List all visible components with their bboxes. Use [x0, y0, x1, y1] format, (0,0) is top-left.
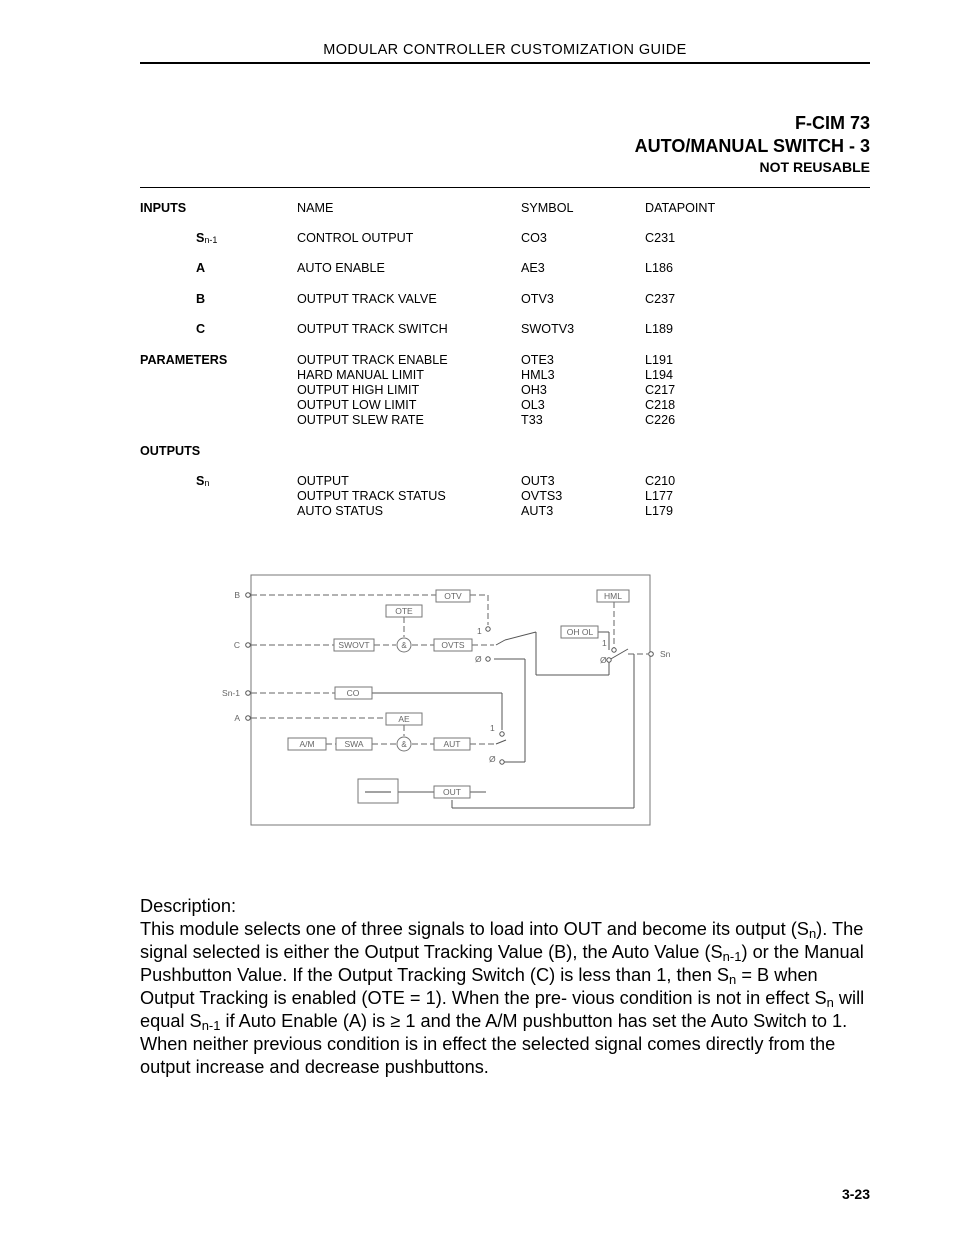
parameter-datapoint: C217	[645, 383, 676, 397]
ote-label: OTE	[395, 606, 413, 616]
page-number: 3-23	[841, 1186, 870, 1202]
output-symbol-code: AUT3	[521, 504, 554, 518]
input-symbol-code: OTV3	[521, 292, 554, 306]
outputs-heading: OUTPUTS	[140, 444, 201, 458]
swa-label: SWA	[344, 739, 364, 749]
swovt-label: SWOVT	[338, 640, 370, 650]
parameter-datapoint: C226	[645, 413, 676, 427]
parameter-symbol: T33	[521, 413, 543, 427]
module-id: F-CIM 73	[794, 113, 870, 133]
input-name: CONTROL OUTPUT	[297, 231, 414, 245]
module-reuse-note: NOT REUSABLE	[759, 159, 870, 175]
description	[140, 895, 870, 1079]
input-name: OUTPUT TRACK SWITCH	[297, 322, 448, 336]
parameter-name: OUTPUT TRACK ENABLE	[297, 353, 448, 367]
and-gate-track-label: &	[401, 641, 407, 650]
parameters-heading: PARAMETERS	[140, 353, 228, 367]
header-rule	[140, 62, 870, 64]
input-name: OUTPUT TRACK VALVE	[297, 292, 437, 306]
input-a-label: A	[234, 713, 240, 723]
output-symbol: $S_n$	[196, 474, 210, 488]
parameter-datapoint: L191	[645, 353, 674, 367]
switch-auto-zero: Ø	[489, 754, 496, 764]
input-symbol: C	[196, 322, 206, 336]
output-sn-terminal	[649, 652, 654, 657]
ohol-label: OH OL	[566, 627, 594, 637]
input-symbol-code: AE3	[521, 261, 545, 275]
aut-label: AUT	[443, 739, 461, 749]
input-a-terminal	[246, 716, 251, 721]
output-datapoint: L179	[645, 504, 674, 518]
output-symbol-code: OUT3	[521, 474, 555, 488]
and-gate-auto-label: &	[401, 740, 407, 749]
input-c-terminal	[246, 643, 251, 648]
switch-track-zero: Ø	[475, 654, 482, 664]
output-sn-label: Sn	[660, 649, 671, 659]
output-datapoint: L177	[645, 489, 674, 503]
co-label: CO	[346, 688, 360, 698]
switch-track-one: 1	[477, 626, 482, 636]
input-datapoint: C237	[645, 292, 676, 306]
out-label: OUT	[443, 787, 461, 797]
am-label: A/M	[299, 739, 315, 749]
input-symbol: A	[196, 261, 206, 275]
switch-limit-zero: Ø	[600, 655, 607, 665]
input-symbol-code: SWOTV3	[521, 322, 575, 336]
input-symbol-code: CO3	[521, 231, 547, 245]
parameter-name: OUTPUT SLEW RATE	[297, 413, 424, 427]
ae-label: AE	[398, 714, 410, 724]
datapoint-column-header: DATAPOINT	[645, 201, 716, 215]
input-datapoint: L186	[645, 261, 674, 275]
parameter-name: OUTPUT LOW LIMIT	[297, 398, 417, 412]
input-datapoint: L189	[645, 322, 674, 336]
name-column-header: NAME	[297, 201, 334, 215]
parameter-datapoint: C218	[645, 398, 676, 412]
input-symbol: B	[196, 292, 206, 306]
output-symbol-code: OVTS3	[521, 489, 563, 503]
description-heading: Description:	[140, 896, 237, 916]
switch-limit-one: 1	[602, 638, 607, 648]
output-name: OUTPUT TRACK STATUS	[297, 489, 446, 503]
parameter-symbol: HML3	[521, 368, 555, 382]
input-c-label: C	[233, 640, 240, 650]
parameter-symbol: OTE3	[521, 353, 554, 367]
switch-auto-one: 1	[490, 723, 495, 733]
input-symbol: $S_{n-1}$	[196, 231, 218, 245]
output-datapoint: C210	[645, 474, 676, 488]
parameter-symbol: OL3	[521, 398, 545, 412]
input-sn1-label: Sn-1	[222, 688, 240, 698]
parameter-datapoint: L194	[645, 368, 674, 382]
parameter-name: OUTPUT HIGH LIMIT	[297, 383, 420, 397]
parameter-name: HARD MANUAL LIMIT	[297, 368, 424, 382]
module-title: AUTO/MANUAL SWITCH - 3	[634, 136, 870, 156]
title-rule	[140, 187, 870, 188]
function-block-diagram	[200, 565, 680, 840]
output-name: OUTPUT	[297, 474, 349, 488]
otv-label: OTV	[444, 591, 462, 601]
input-b-label: B	[234, 590, 240, 600]
input-sn1-terminal	[246, 691, 251, 696]
running-header: MODULAR CONTROLLER CUSTOMIZATION GUIDE	[323, 42, 687, 58]
input-datapoint: C231	[645, 231, 676, 245]
input-name: AUTO ENABLE	[297, 261, 385, 275]
inputs-heading: INPUTS	[140, 201, 187, 215]
parameter-symbol: OH3	[521, 383, 547, 397]
input-b-terminal	[246, 593, 251, 598]
output-name: AUTO STATUS	[297, 504, 384, 518]
hml-label: HML	[604, 591, 622, 601]
pushbutton-box	[358, 779, 398, 803]
symbol-column-header: SYMBOL	[521, 201, 574, 215]
description-body: This module selects one of three signals to load into OUT and become its output $(S_n)$. The signal selected is either the Output Tracking Value (B), the Auto Value $(S_{n-1})$ or the Manual Pushbutton Value. If the Output Tracking Switch (C) is less than 1, then $S_n = B$ when Output Tracking is enabled (OTE = 1). When the pre- vious condition is not in effect $S_n$ will equal $S_{n-1}$ if Auto Enable (A) is ≥ 1 and the A/M pushbutton has set the Auto Switch to 1. When neither previous condition is in effect the selected signal comes directly from the output increase and decrease pushbuttons.	[140, 919, 865, 1077]
ovts-label: OVTS	[441, 640, 465, 650]
